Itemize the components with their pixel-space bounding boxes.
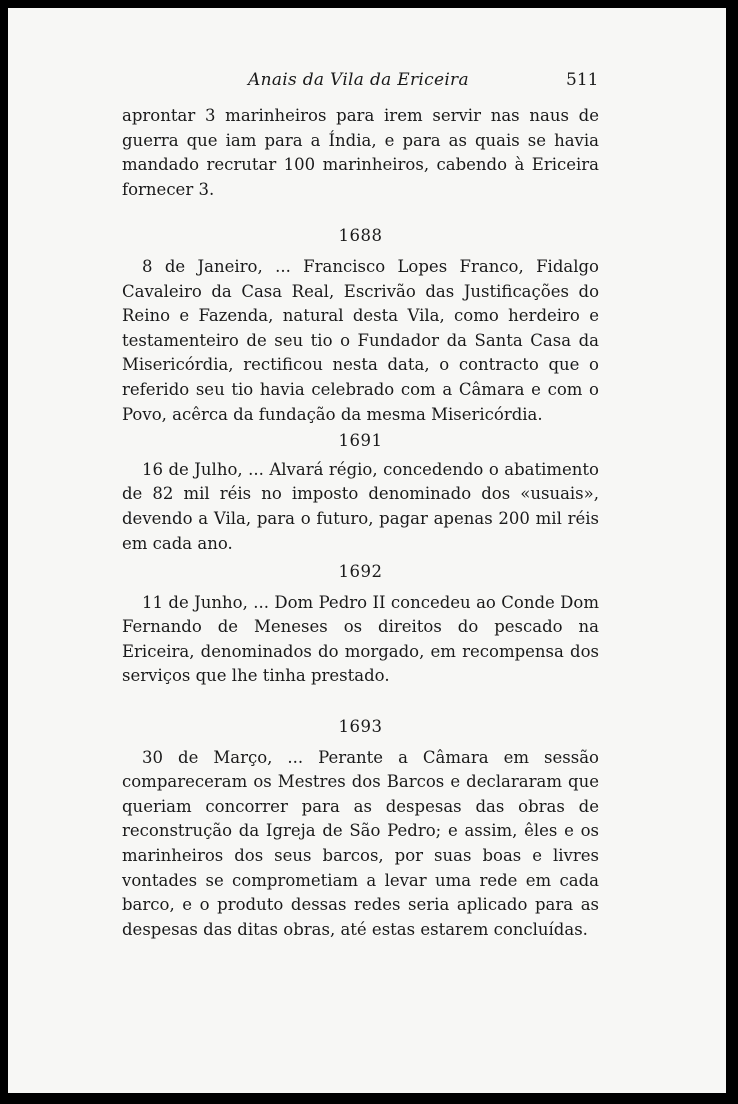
entry-paragraph-1691: 16 de Julho, ... Alvará régio, concedendo o abatimento de 82 mil réis no imposto denominado dos «usuais», devendo a Vila, para o futuro, pagar apenas 200 mil réis em cada ano.: [122, 459, 599, 553]
year-heading-1692: 1692: [338, 562, 383, 582]
entry-paragraph-1688: 8 de Janeiro, ... Francisco Lopes Franco, Fidalgo Cavaleiro da Casa Real, Escrivão das Justificações do Reino e Fazenda, natural desta Vila, como herdeiro e testamenteiro de seu tio o Fundador da Santa Casa da Misericórdia, rectificou nesta data, o contracto que o referido seu tio havia celebrado com a Câmara e com o Povo, acêrca da fundação da mesma Misericórdia.: [122, 256, 599, 424]
continued-paragraph: aprontar 3 marinheiros para irem servir nas naus de guerra que iam para a Índia, e para as quais se havia mandado recrutar 100 marinheiros, cabendo à Ericeira fornecer 3.: [122, 106, 599, 199]
year-heading-1691: 1691: [338, 431, 383, 451]
book-page: [8, 8, 726, 1093]
year-heading-1688: 1688: [338, 226, 383, 246]
entry-paragraph-1692: 11 de Junho, ... Dom Pedro II concedeu ao Conde Dom Fernando de Meneses os direitos do pescado na Ericeira, denominados do morgado, em recompensa dos serviços que lhe tinha prestado.: [122, 592, 599, 686]
year-heading-1693: 1693: [338, 717, 383, 737]
entry-paragraph-1693: 30 de Março, ... Perante a Câmara em sessão compareceram os Mestres dos Barcos e declararam que queriam concorrer para as despesas das obras de reconstrução da Igreja de São Pedro; e assim, êles e os marinheiros dos seus barcos, por suas boas e livres vontades se comprometiam a levar uma rede em cada barco, e o produto dessas redes seria aplicado para as despesas das ditas obras, até estas estarem concluídas.: [122, 747, 599, 939]
running-header: [8, 70, 726, 96]
page-number: 511: [566, 70, 599, 90]
page-body: [122, 104, 599, 942]
running-title: Anais da Vila da Ericeira: [248, 70, 469, 90]
